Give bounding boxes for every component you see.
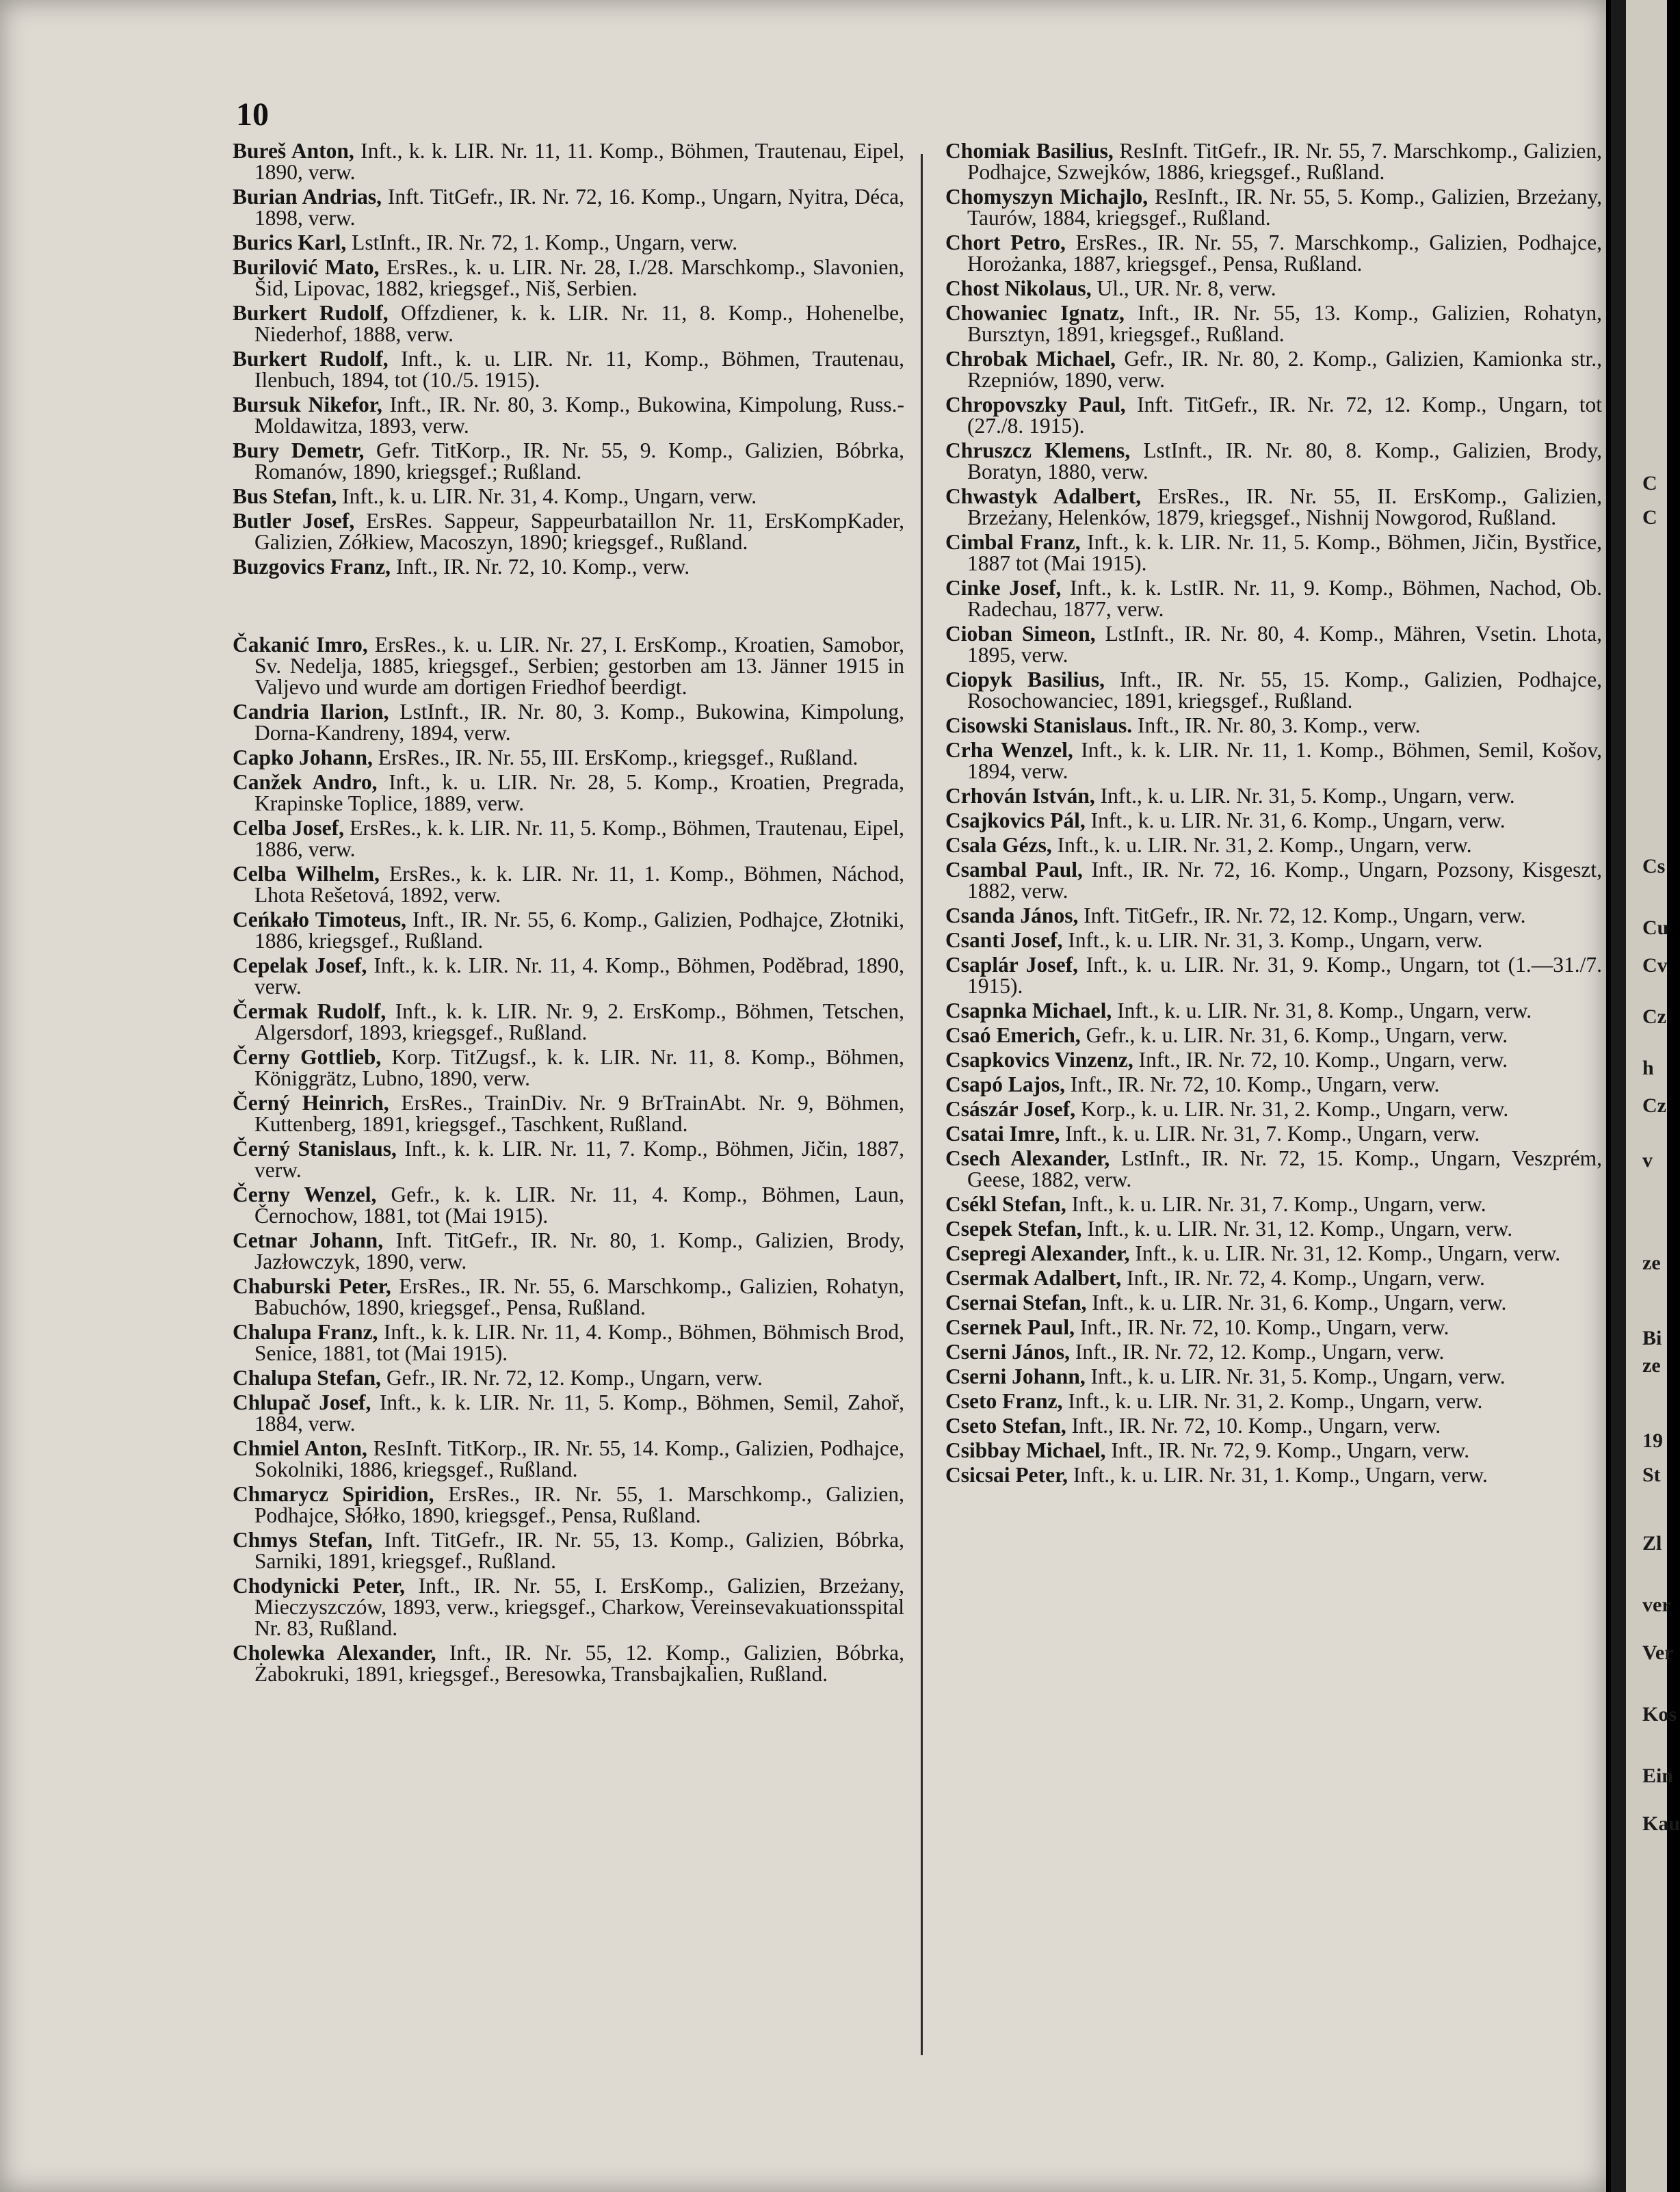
register-entry xyxy=(233,1392,904,1434)
entry-name: Chort Petro, xyxy=(945,230,1066,254)
entry-details: Inft., k. u. LIR. Nr. 31, 2. Komp., Ungarn, verw. xyxy=(1062,1389,1483,1413)
page-number: 10 xyxy=(236,96,269,133)
entry-name: Crhován István, xyxy=(945,784,1095,808)
entry-name: Csanti Josef, xyxy=(945,928,1063,952)
entry-name: Csicsai Peter, xyxy=(945,1463,1068,1487)
entry-details: Inft., IR. Nr. 72, 4. Komp., Ungarn, verw. xyxy=(1121,1266,1485,1290)
entry-details: Gefr., k. k. LIR. Nr. 11, 4. Komp., Böhmen, Laun, Černochow, 1881, tot (Mai 1915). xyxy=(254,1183,904,1228)
entry-details: ErsRes., k. k. LIR. Nr. 11, 1. Komp., Böhmen, Náchod, Lhota Rešetová, 1892, verw. xyxy=(254,862,904,907)
register-entry xyxy=(945,1218,1602,1239)
adjacent-page-edge xyxy=(1611,0,1680,2192)
entry-name: Cserni János, xyxy=(945,1340,1071,1364)
entry-details: Inft., k. u. LIR. Nr. 31, 7. Komp., Ungarn, verw. xyxy=(1066,1192,1486,1216)
register-entry xyxy=(233,1367,904,1388)
entry-name: Cseto Stefan, xyxy=(945,1414,1066,1438)
entry-details: Inft., IR. Nr. 72, 16. Komp., Ungarn, Pozsony, Kisgeszt, 1882, verw. xyxy=(967,858,1602,903)
right-column xyxy=(945,140,1602,1489)
entry-details: ErsRes., TrainDiv. Nr. 9 BrTrainAbt. Nr. 9, Böhmen, Kuttenberg, 1891, kriegsgef., Taschkent, Rußland. xyxy=(254,1091,904,1136)
register-entry xyxy=(945,577,1602,620)
entry-name: Csapó Lajos, xyxy=(945,1072,1066,1096)
entry-details: Inft., IR. Nr. 72, 10. Komp., Ungarn, verw. xyxy=(1075,1315,1449,1339)
entry-name: Csapnka Michael, xyxy=(945,999,1112,1022)
register-entry xyxy=(945,1049,1602,1070)
entry-name: Ceńkało Timoteus, xyxy=(233,908,407,932)
entry-name: Crha Wenzel, xyxy=(945,738,1073,762)
entry-name: Chalupa Stefan, xyxy=(233,1366,382,1390)
entry-details: Inft., k. k. LIR. Nr. 11, 11. Komp., Böhmen, Trautenau, Eipel, 1890, verw. xyxy=(254,139,904,184)
register-entry xyxy=(945,1317,1602,1338)
edge-fragment: Cz xyxy=(1642,1005,1666,1028)
edge-fragment: Cu xyxy=(1642,916,1669,939)
entry-details: Korp., k. u. LIR. Nr. 31, 2. Komp., Ungarn, verw. xyxy=(1075,1097,1509,1121)
entry-details: Inft., k. u. LIR. Nr. 31, 12. Komp., Ungarn, verw. xyxy=(1081,1217,1513,1241)
register-entry xyxy=(233,817,904,860)
register-entry xyxy=(233,1642,904,1685)
edge-fragment: ver xyxy=(1642,1594,1671,1616)
register-entry xyxy=(945,1243,1602,1264)
register-entry xyxy=(945,1025,1602,1046)
entry-details: Inft., k. k. LIR. Nr. 9, 2. ErsKomp., Böhmen, Tetschen, Algersdorf, 1893, kriegsgef., Rußland. xyxy=(254,999,904,1044)
entry-details: Inft., k. u. LIR. Nr. 31, 5. Komp., Ungarn, verw. xyxy=(1085,1364,1506,1388)
register-entry xyxy=(945,302,1602,345)
edge-fragment: h xyxy=(1642,1057,1654,1079)
entry-name: Csepek Stefan, xyxy=(945,1217,1082,1241)
entry-details: Gefr., IR. Nr. 72, 12. Komp., Ungarn, verw. xyxy=(381,1366,763,1390)
register-entry xyxy=(945,1341,1602,1362)
entry-name: Császár Josef, xyxy=(945,1097,1076,1121)
entry-details: ErsRes., IR. Nr. 55, 1. Marschkomp., Galizien, Podhajce, Słółko, 1890, kriegsgef., Pensa, Rußland. xyxy=(254,1482,904,1527)
register-entry xyxy=(945,905,1602,926)
entry-name: Butler Josef, xyxy=(233,509,355,533)
register-entry xyxy=(945,954,1602,996)
entry-name: Burian Andrias, xyxy=(233,185,382,209)
register-entry xyxy=(233,634,904,698)
entry-name: Bursuk Nikefor, xyxy=(233,393,382,417)
entry-details: ResInft. TitKorp., IR. Nr. 55, 14. Komp., Galizien, Podhajce, Sokolniki, 1886, kriegsgef., Rußland. xyxy=(254,1436,905,1481)
register-entry xyxy=(945,715,1602,736)
entry-details: Inft., IR. Nr. 72, 12. Komp., Ungarn, verw. xyxy=(1070,1340,1445,1364)
entry-name: Csernek Paul, xyxy=(945,1315,1075,1339)
entry-name: Csékl Stefan, xyxy=(945,1192,1066,1216)
entry-name: Bus Stefan, xyxy=(233,484,337,508)
entry-details: Inft. TitGefr., IR. Nr. 72, 16. Komp., Ungarn, Nyitra, Déca, 1898, verw. xyxy=(254,185,905,230)
entry-details: ErsRes., IR. Nr. 55, 7. Marschkomp., Galizien, Podhajce, Horożanka, 1887, kriegsgef., Pensa, Rußland. xyxy=(967,230,1602,276)
register-entry xyxy=(945,440,1602,482)
entry-details: Korp. TitZugsf., k. k. LIR. Nr. 11, 8. Komp., Böhmen, Königgrätz, Lubno, 1890, verw. xyxy=(254,1045,904,1090)
edge-fragment: v xyxy=(1642,1149,1653,1172)
register-entry xyxy=(233,1138,904,1180)
register-entry xyxy=(945,1148,1602,1190)
left-column xyxy=(233,140,904,1688)
register-entry xyxy=(945,278,1602,299)
edge-fragment: C xyxy=(1642,472,1657,494)
entry-name: Csajkovics Pál, xyxy=(945,808,1086,832)
edge-fragment: Kos xyxy=(1642,1703,1677,1726)
entry-details: Inft., IR. Nr. 80, 3. Komp., Bukowina, Kimpolung, Russ.-Moldawitza, 1893, verw. xyxy=(254,393,904,438)
register-entry xyxy=(945,1464,1602,1485)
register-entry xyxy=(233,186,904,228)
entry-name: Csepregi Alexander, xyxy=(945,1241,1130,1265)
entry-name: Černý Heinrich, xyxy=(233,1091,389,1115)
register-entry xyxy=(233,486,904,507)
register-entry xyxy=(233,232,904,253)
entry-name: Burics Karl, xyxy=(233,230,347,254)
register-entry xyxy=(945,669,1602,711)
edge-fragment: ze xyxy=(1642,1252,1661,1274)
entry-name: Candria Ilarion, xyxy=(233,700,389,724)
entry-name: Buzgovics Franz, xyxy=(233,555,391,579)
entry-name: Csermak Adalbert, xyxy=(945,1266,1122,1290)
entry-name: Černy Gottlieb, xyxy=(233,1045,382,1069)
entry-name: Chmys Stefan, xyxy=(233,1528,373,1552)
entry-name: Celba Josef, xyxy=(233,816,344,840)
register-entry xyxy=(945,1193,1602,1215)
entry-name: Csala Gézs, xyxy=(945,833,1052,857)
entry-details: Inft., IR. Nr. 55, 13. Komp., Galizien, Rohatyn, Bursztyn, 1891, kriegsgef., Rußland. xyxy=(967,301,1603,346)
register-entry xyxy=(945,486,1602,528)
register-entry xyxy=(233,1184,904,1226)
entry-details: Inft., k. u. LIR. Nr. 11, Komp., Böhmen, Trautenau, Ilenbuch, 1894, tot (10./5. 1915). xyxy=(254,347,904,392)
register-entry xyxy=(233,256,904,299)
entry-name: Chowaniec Ignatz, xyxy=(945,301,1125,325)
register-entry xyxy=(945,810,1602,831)
entry-name: Cseto Franz, xyxy=(945,1389,1063,1413)
entry-details: Inft., k. u. LIR. Nr. 31, 8. Komp., Ungarn, verw. xyxy=(1112,999,1532,1022)
register-entry xyxy=(233,302,904,345)
entry-details: Inft., k. u. LIR. Nr. 28, 5. Komp., Kroatien, Pregrada, Krapinske Toplice, 1889, verw. xyxy=(254,770,904,815)
entry-details: Ul., UR. Nr. 8, verw. xyxy=(1091,276,1276,300)
entry-name: Cioban Simeon, xyxy=(945,622,1096,646)
register-entry xyxy=(233,771,904,814)
register-entry xyxy=(233,440,904,482)
entry-name: Burilović Mato, xyxy=(233,255,380,279)
edge-fragment: 19 xyxy=(1642,1429,1663,1452)
entry-name: Csaplár Josef, xyxy=(945,953,1079,977)
entry-name: Cinke Josef, xyxy=(945,576,1062,600)
register-entry xyxy=(233,1046,904,1089)
register-entry xyxy=(945,834,1602,856)
entry-details: Inft., IR. Nr. 55, I. ErsKomp., Galizien, Brzeżany, Mieczyszczów, 1893, verw., kriegsgef., Charkow, Vereinsevakuationsspital Nr. 83, Rußland. xyxy=(254,1574,904,1640)
entry-name: Chropovszky Paul, xyxy=(945,393,1126,417)
entry-details: LstInft., IR. Nr. 80, 4. Komp., Mähren, Vsetin. Lhota, 1895, verw. xyxy=(967,622,1602,667)
entry-name: Chmarycz Spiridion, xyxy=(233,1482,434,1506)
register-entry xyxy=(945,1267,1602,1289)
entry-name: Csech Alexander, xyxy=(945,1146,1110,1170)
edge-fragment: ze xyxy=(1642,1354,1661,1377)
entry-details: Inft., IR. Nr. 72, 10. Komp., Ungarn, verw. xyxy=(1065,1072,1440,1096)
entry-details: Inft. TitGefr., IR. Nr. 72, 12. Komp., Ungarn, verw. xyxy=(1078,903,1526,927)
entry-details: ErsRes., k. u. LIR. Nr. 27, I. ErsKomp., Kroatien, Samobor, Sv. Nedelja, 1885, kriegsgef., Serbien; gestorben am 13. Jänner 1915 in Valjevo und wurde am dortigen Friedhof beerdigt. xyxy=(254,633,904,699)
register-entry xyxy=(945,739,1602,782)
entry-name: Csatai Imre, xyxy=(945,1122,1060,1146)
edge-fragment: Kau xyxy=(1642,1812,1680,1835)
register-entry xyxy=(233,556,904,577)
entry-details: LstInft., IR. Nr. 80, 8. Komp., Galizien, Brody, Boratyn, 1880, verw. xyxy=(967,438,1603,484)
entry-name: Cepelak Josef, xyxy=(233,953,367,977)
entry-details: Inft., k. u. LIR. Nr. 31, 6. Komp., Ungarn, verw. xyxy=(1085,808,1506,832)
entry-name: Cetnar Johann, xyxy=(233,1228,384,1252)
register-entry xyxy=(945,1390,1602,1412)
entry-details: Gefr., IR. Nr. 80, 2. Komp., Galizien, Kamionka str., Rzepniów, 1890, verw. xyxy=(967,347,1602,392)
register-entry xyxy=(945,1074,1602,1095)
entry-details: LstInft., IR. Nr. 72, 15. Komp., Ungarn, Veszprém, Geese, 1882, verw. xyxy=(967,1146,1602,1191)
register-entry xyxy=(945,232,1602,274)
register-entry xyxy=(233,394,904,436)
adjacent-page-strip xyxy=(1626,0,1680,2192)
register-entry xyxy=(233,1321,904,1364)
entry-details: Offzdiener, k. k. LIR. Nr. 11, 8. Komp., Hohenelbe, Niederhof, 1888, verw. xyxy=(254,301,904,346)
entry-details: Inft., k. u. LIR. Nr. 31, 9. Komp., Ungarn, tot (1.—31./7. 1915). xyxy=(967,953,1603,998)
entry-name: Csaó Emerich, xyxy=(945,1023,1081,1047)
entry-name: Čermak Rudolf, xyxy=(233,999,386,1023)
register-entry xyxy=(945,1366,1602,1387)
entry-name: Chwastyk Adalbert, xyxy=(945,484,1142,508)
edge-fragment: Ein xyxy=(1642,1765,1674,1787)
entry-name: Bureš Anton, xyxy=(233,139,354,163)
entry-details: Inft. TitGefr., IR. Nr. 55, 13. Komp., Galizien, Bóbrka, Sarniki, 1891, kriegsgef., Rußland. xyxy=(254,1528,904,1573)
entry-details: Inft., IR. Nr. 55, 12. Komp., Galizien, Bóbrka, Żabokruki, 1891, kriegsgef., Beresowka, Transbajkalien, Rußland. xyxy=(254,1641,904,1686)
entry-name: Csambal Paul, xyxy=(945,858,1083,882)
entry-details: Inft., IR. Nr. 72, 9. Komp., Ungarn, verw. xyxy=(1105,1438,1470,1462)
register-entry xyxy=(233,1529,904,1572)
entry-details: Inft., k. k. LstIR. Nr. 11, 9. Komp., Böhmen, Nachod, Ob. Radechau, 1877, verw. xyxy=(967,576,1602,621)
register-entry xyxy=(233,1230,904,1272)
entry-details: Inft. TitGefr., IR. Nr. 72, 12. Komp., Ungarn, tot (27./8. 1915). xyxy=(967,393,1602,438)
register-entry xyxy=(233,348,904,391)
entry-name: Chomiak Basilius, xyxy=(945,139,1114,163)
register-entry xyxy=(945,394,1602,436)
entry-details: Inft., k. k. LIR. Nr. 11, 5. Komp., Böhmen, Jičin, Bystřice, 1887 tot (Mai 1915). xyxy=(967,530,1603,575)
register-entry xyxy=(945,348,1602,391)
entry-details: Inft., IR. Nr. 55, 15. Komp., Galizien, Podhajce, Rosochowanciec, 1891, kriegsgef., Rußland. xyxy=(967,668,1602,713)
register-entry xyxy=(233,1092,904,1135)
entry-name: Csapkovics Vinzenz, xyxy=(945,1048,1133,1072)
entry-details: Inft., k. u. LIR. Nr. 31, 7. Komp., Ungarn, verw. xyxy=(1060,1122,1480,1146)
entry-details: Inft., IR. Nr. 72, 10. Komp., Ungarn, verw. xyxy=(1066,1414,1441,1438)
register-entry xyxy=(233,701,904,743)
register-entry xyxy=(233,747,904,768)
register-entry xyxy=(233,1483,904,1526)
entry-name: Cisowski Stanislaus. xyxy=(945,713,1133,737)
register-entry xyxy=(945,1440,1602,1461)
column-divider xyxy=(921,154,923,2055)
register-entry xyxy=(945,1000,1602,1021)
entry-details: Inft., IR. Nr. 55, 6. Komp., Galizien, Podhajce, Złotniki, 1886, kriegsgef., Rußland. xyxy=(254,908,905,953)
entry-details: ErsRes., IR. Nr. 55, II. ErsKomp., Galizien, Brzeżany, Helenków, 1879, kriegsgef., Nishnij Nowgorod, Rußland. xyxy=(967,484,1602,529)
entry-details: Inft., k. u. LIR. Nr. 31, 12. Komp., Ungarn, verw. xyxy=(1129,1241,1561,1265)
entry-details: Inft., IR. Nr. 72, 10. Komp., Ungarn, verw. xyxy=(1133,1048,1508,1072)
entry-details: Inft., k. k. LIR. Nr. 11, 5. Komp., Böhmen, Semil, Zahoř, 1884, verw. xyxy=(254,1390,904,1436)
entry-name: Cserni Johann, xyxy=(945,1364,1086,1388)
register-entry xyxy=(945,1292,1602,1313)
edge-fragment: Ver xyxy=(1642,1641,1674,1664)
entry-details: ErsRes., IR. Nr. 55, III. ErsKomp., kriegsgef., Rußland. xyxy=(372,745,858,769)
entry-details: Inft., k. u. LIR. Nr. 31, 3. Komp., Ungarn, verw. xyxy=(1062,928,1483,952)
edge-fragment: Bi xyxy=(1642,1327,1662,1349)
entry-details: ErsRes., k. k. LIR. Nr. 11, 5. Komp., Böhmen, Trautenau, Eipel, 1886, verw. xyxy=(254,816,904,861)
entry-name: Burkert Rudolf, xyxy=(233,347,389,371)
edge-fragment: C xyxy=(1642,506,1657,529)
entry-details: LstInft., IR. Nr. 72, 1. Komp., Ungarn, verw. xyxy=(346,230,738,254)
edge-fragment: Cs xyxy=(1642,855,1666,877)
entry-name: Chaburski Peter, xyxy=(233,1274,391,1298)
edge-fragment: Cz xyxy=(1642,1094,1666,1117)
entry-name: Canžek Andro, xyxy=(233,770,378,794)
entry-details: ResInft. TitGefr., IR. Nr. 55, 7. Marschkomp., Galizien, Podhajce, Szwejków, 1886, kriegsgef., Rußland. xyxy=(967,139,1602,184)
register-entry xyxy=(945,1415,1602,1436)
register-entry xyxy=(945,859,1602,901)
entry-name: Chrobak Michael, xyxy=(945,347,1116,371)
register-entry xyxy=(233,1276,904,1318)
entry-details: LstInft., IR. Nr. 80, 3. Komp., Bukowina, Kimpolung, Dorna-Kandreny, 1894, verw. xyxy=(254,700,904,745)
register-entry xyxy=(233,955,904,997)
register-entry xyxy=(233,863,904,906)
entry-name: Čakanić Imro, xyxy=(233,633,368,657)
register-entry xyxy=(945,623,1602,665)
entry-details: Inft., k. k. LIR. Nr. 11, 7. Komp., Böhmen, Jičin, 1887, verw. xyxy=(254,1137,905,1182)
entry-details: Inft. TitGefr., IR. Nr. 80, 1. Komp., Galizien, Brody, Jazłowczyk, 1890, verw. xyxy=(254,1228,904,1273)
edge-fragment: St xyxy=(1642,1464,1661,1486)
entry-details: Inft., IR. Nr. 72, 10. Komp., verw. xyxy=(390,555,690,579)
entry-name: Chomyszyn Michajlo, xyxy=(945,185,1149,209)
entry-details: Inft., k. k. LIR. Nr. 11, 4. Komp., Böhmen, Böhmisch Brod, Senice, 1881, tot (Mai 1915). xyxy=(254,1320,905,1365)
entry-name: Csibbay Michael, xyxy=(945,1438,1106,1462)
entry-name: Burkert Rudolf, xyxy=(233,301,389,325)
edge-fragment: Cv xyxy=(1642,954,1668,977)
entry-name: Chmiel Anton, xyxy=(233,1436,367,1460)
entry-details: Inft., IR. Nr. 80, 3. Komp., verw. xyxy=(1132,713,1421,737)
entry-name: Černý Stanislaus, xyxy=(233,1137,397,1161)
entry-details: Gefr., k. u. LIR. Nr. 31, 6. Komp., Ungarn, verw. xyxy=(1080,1023,1508,1047)
entry-details: ErsRes., k. u. LIR. Nr. 28, I./28. Marschkomp., Slavonien, Šid, Lipovac, 1882, kriegsgef., Niš, Serbien. xyxy=(254,255,904,300)
register-entry xyxy=(945,186,1602,228)
register-entry xyxy=(945,531,1602,574)
entry-details: ResInft., IR. Nr. 55, 5. Komp., Galizien, Brzeżany, Taurów, 1884, kriegsgef., Rußland. xyxy=(967,185,1603,230)
entry-details: Inft., k. u. LIR. Nr. 31, 5. Komp., Ungarn, verw. xyxy=(1094,784,1515,808)
edge-fragment: Zl xyxy=(1642,1532,1662,1555)
entry-name: Chodynicki Peter, xyxy=(233,1574,406,1598)
entry-name: Cholewka Alexander, xyxy=(233,1641,436,1665)
entry-details: Inft., k. k. LIR. Nr. 11, 1. Komp., Böhmen, Semil, Košov, 1894, verw. xyxy=(967,738,1603,783)
entry-details: Inft., k. u. LIR. Nr. 31, 6. Komp., Ungarn, verw. xyxy=(1086,1291,1507,1315)
register-entry xyxy=(945,785,1602,806)
entry-name: Csernai Stefan, xyxy=(945,1291,1087,1315)
entry-name: Chost Nikolaus, xyxy=(945,276,1092,300)
entry-name: Csanda János, xyxy=(945,903,1079,927)
register-entry xyxy=(233,140,904,183)
entry-details: Inft., k. k. LIR. Nr. 11, 4. Komp., Böhmen, Poděbrad, 1890, verw. xyxy=(254,953,904,999)
register-entry xyxy=(233,1438,904,1480)
entry-details: ErsRes., IR. Nr. 55, 6. Marschkomp., Galizien, Rohatyn, Babuchów, 1890, kriegsgef., Pensa, Rußland. xyxy=(254,1274,904,1319)
register-entry xyxy=(945,929,1602,951)
entry-details: ErsRes. Sappeur, Sappeurbataillon Nr. 11, ErsKompKader, Galizien, Zółkiew, Macoszyn, 1890; kriegsgef., Rußland. xyxy=(254,509,904,554)
register-entry xyxy=(945,1123,1602,1144)
register-entry xyxy=(233,909,904,951)
entry-details: Inft., k. u. LIR. Nr. 31, 1. Komp., Ungarn, verw. xyxy=(1068,1463,1488,1487)
entry-name: Capko Johann, xyxy=(233,745,373,769)
entry-name: Bury Demetr, xyxy=(233,438,365,462)
entry-name: Černy Wenzel, xyxy=(233,1183,377,1206)
entry-name: Ciopyk Basilius, xyxy=(945,668,1105,691)
entry-details: Gefr. TitKorp., IR. Nr. 55, 9. Komp., Galizien, Bóbrka, Romanów, 1890, kriegsgef.; Rußland. xyxy=(254,438,904,484)
register-entry xyxy=(945,1098,1602,1120)
entry-details: Inft., k. u. LIR. Nr. 31, 4. Komp., Ungarn, verw. xyxy=(337,484,757,508)
register-entry xyxy=(945,140,1602,183)
entry-name: Celba Wilhelm, xyxy=(233,862,380,886)
entry-name: Chlupač Josef, xyxy=(233,1390,371,1414)
entry-name: Chruszcz Klemens, xyxy=(945,438,1131,462)
section-gap xyxy=(233,581,904,634)
entry-name: Chalupa Franz, xyxy=(233,1320,378,1344)
register-entry xyxy=(233,1001,904,1043)
entry-name: Cimbal Franz, xyxy=(945,530,1081,554)
register-entry xyxy=(233,1575,904,1639)
entry-details: Inft., k. u. LIR. Nr. 31, 2. Komp., Ungarn, verw. xyxy=(1051,833,1472,857)
register-entry xyxy=(233,510,904,553)
